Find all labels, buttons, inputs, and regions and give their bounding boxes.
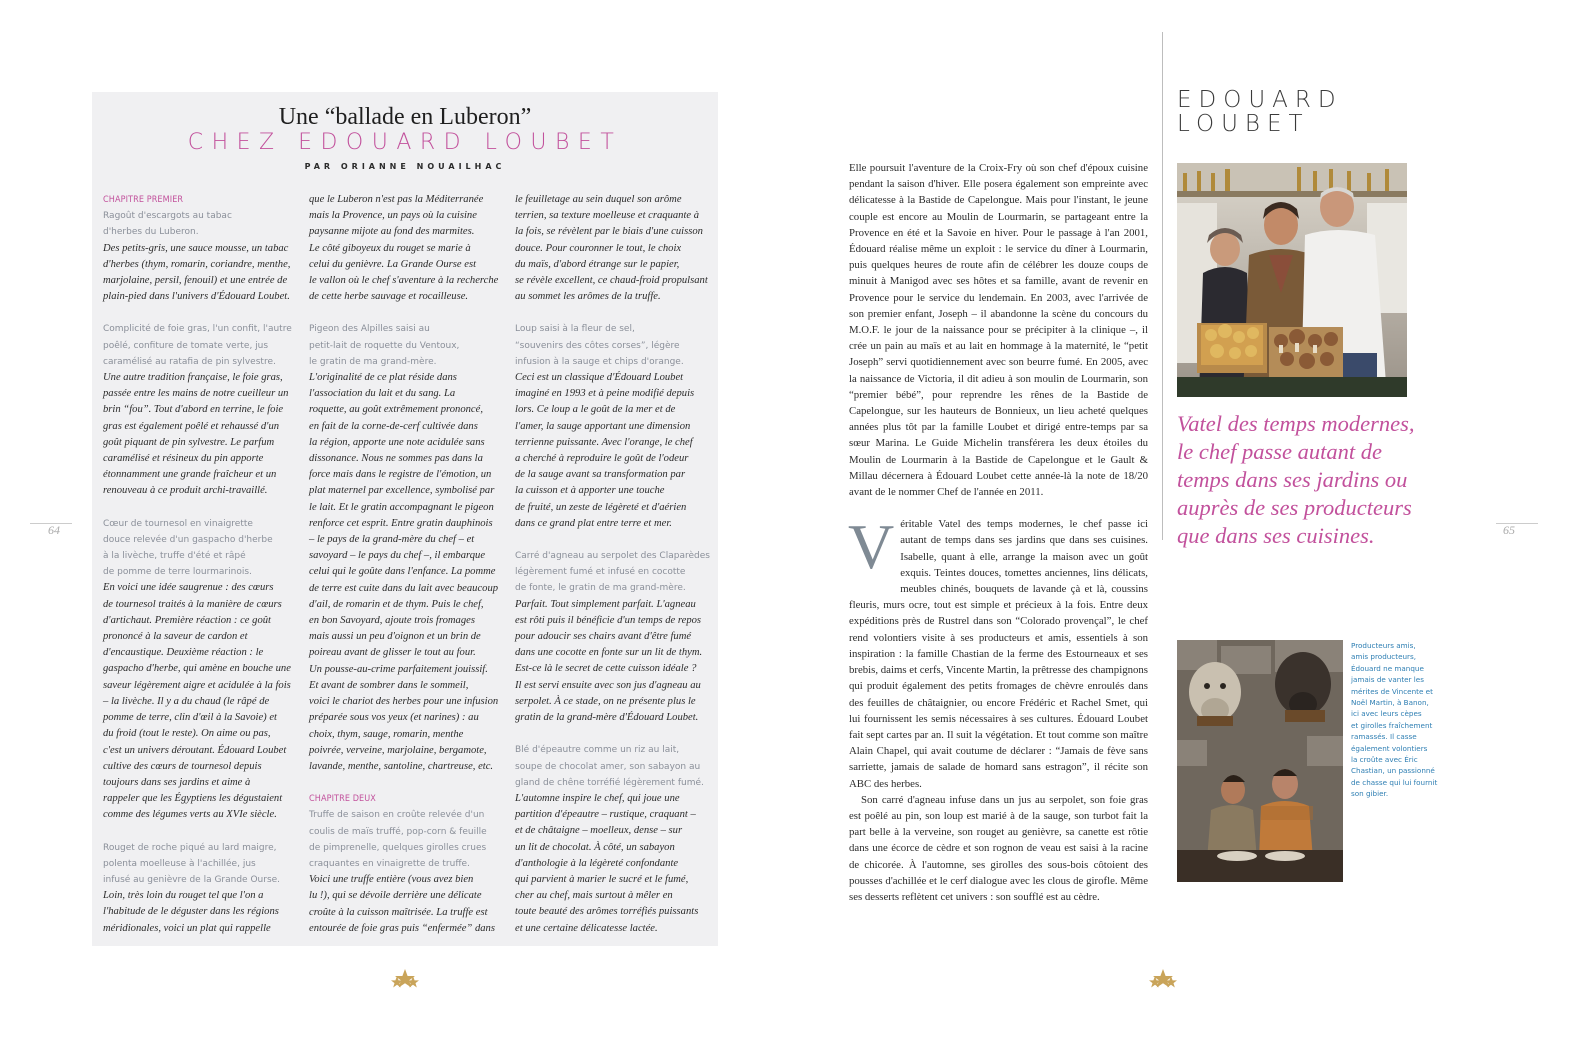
dish-name: Cœur de tournesol en vinaigrette douce relevée d'un gaspacho d'herbe à la livèche, truffe d'été et râpé de pomme de terre lourmarinois. [103,518,273,578]
chef-name-heading [1177,88,1377,136]
vertical-divider [1162,32,1163,540]
menu-column-2 [309,192,505,937]
dish-description: que le Luberon n'est pas la Méditerranée mais la Provence, un pays où la cuisine paysanne mijote au fond des marmites. Le côté giboyeux du rouget se marie à celui du genièvre. La Grande Ourse est le vallon où le chef s'aventure à la recherche de cette herbe sauvage et rocailleuse. [309,194,499,303]
dish-description: L'automne inspire le chef, qui joue une partition d'épeautre – rustique, craquant – et de châtaigne – moelleux, dense – sur un lit de chocolat. À côté, un sabayon d'anthologie à la légèreté confondante qui parvient à marier le sucré et le fumé, cher au chef, mais surtout à mêler en toute beauté des arômes torréfiés puissants et une certaine délicatesse lactée. [515,792,699,934]
body-paragraph-3: Son carré d'agneau infuse dans un jus au serpolet, son foie gras est poêlé au pin, son loup est marié à de la sauge, son turbot fait la part belle à la verveine, son rouget au genièvre, sa canette est rôtie dans une écorce de cèdre et son rognon de veau est saisi à la racine de chicorée. À l'automne, ses girolles des sous-bois côtoient des pousses d'achillée et le cerf dialogue avec les clous de girofle. Même ses desserts reflètent cet univers : son soufflé est au cèdre. [849,793,1148,903]
stars-ornament-right-icon [1148,968,1178,990]
body-paragraph-1: Elle poursuit l'aventure de la Croix-Fry où son chef d'époux cuisine pendant la saison d'hiver. Elle posera également son empreinte avec délicatesse à la Bastide de Capelongue. Mais pour l'instant, le jeune couple est encore au Moulin de Lourmarin, se partageant entre la Provence en été et la Savoie en hiver. Pour le passage à l'an 2001, Édouard réalise même un exploit : le service du dîner à Lourmarin, puis quelques heures de route afin de célébrer les douze coups de minuit à Manigod avec ses hôtes et sa famille, avant de revenir en Provence pour le service du lendemain. En 2003, avec l'arrivée de son premier enfant, Joseph – il abandonne la scène du concours du M.O.F. le jour de la naissance pour se précipiter à la clinique –, il crée un pain au maïs et au lait en hommage à la maternité, le “petit Joseph” servi quotidiennement avec son beurre fumé. En 2005, avec la naissance de Victoria, il dit adieu à son moulin de Lourmarin, son “premier bébé”, pour reprendre les rênes de la Bastide de Capelongue, sur les hauteurs de Bonnieux, un lieu acheté quelques années plus tôt par la famille Loubet et dirigé entre-temps par sa sœur Marina. Le Guide Michelin transférera les deux étoiles du Moulin de Lourmarin à la Bastide de Capelongue et le Gault & Millau décernera à Édouard Loubet cette année-là la note de 18/20 avant de le nommer Chef de l'année en 2011. [849,162,1148,499]
chef-hunting-lodge-photo [1177,640,1343,882]
stars-ornament-left-icon [390,968,420,990]
dish-description: Voici une truffe entière (vous avez bien lu !), qui se dévoile derrière une délicate croûte à la cuisson maîtrisée. La truffe est entourée de foie gras puis “enfermée” dans [309,874,495,934]
article-subtitle: CHEZ EDOUARD LOUBET [187,130,623,155]
photo-caption: Producteurs amis, amis producteurs, Édouard ne manque jamais de vanter les mérites de Vincente et Noël Martin, à Banon, ici avec leurs cèpes et girolles fraîchement ramassés. Il casse également volontiers la croûte avec Éric Chastian, un passionné de chasse qui lui fournit son gibier. [1351,641,1438,799]
chef-name-line-1: EDOUARD [1177,87,1343,113]
dish-name: Pigeon des Alpilles saisi au petit-lait de roquette du Ventoux, le gratin de ma grand-mère. [309,324,460,367]
menu-column-3 [515,192,711,937]
article-title: Une “ballade en Luberon” [278,104,532,130]
dish-name: Rouget de roche piqué au lard maigre, polenta moelleuse à l'achillée, jus infusé au genièvre de la Grande Ourse. [103,842,281,885]
dish-name: Truffe de saison en croûte relevée d'un coulis de maïs truffé, pop-corn & feuille de pimprenelle, quelques girolles crues craquantes en vinaigrette de truffe. [309,810,487,869]
dish-description: L'originalité de ce plat réside dans l'association du lait et du sang. La roquette, au goût extrêmement prononcé, en fait de la corne-de-cerf cultivée dans la région, apporte une note acidulée sans dissonance. Nous ne sommes pas dans la force mais dans le registre de l'émotion, un plat maternel par excellence, symbolisé par le lait. Et le gratin accompagnant le pigeon renforce cet esprit. Entre gratin dauphinois – le pays de la grand-mère du chef – et savoyard – le pays du chef –, il embarque celui qui le goûte dans l'enfance. La pomme de terre est cuite dans du lait avec beaucoup d'ail, de romarin et de thym. Puis le chef, en bon Savoyard, ajoute trois fromages mais aussi un peu d'oignon et un brin de poireau avant de glisser le tout au four. Un pousse-au-crime parfaitement jouissif. Et avant de sombrer dans le sommeil, voici le chariot des herbes pour une infusion préparée sous vos yeux (et narines) : au choix, thym, sauge, romarin, menthe poivrée, verveine, marjolaine, bergamote, lavande, menthe, santoline, chartreuse, etc. [309,372,499,772]
chef-with-producers-photo [1177,163,1407,397]
dish-name: Blé d'épeautre comme un riz au lait, soupe de chocolat amer, son sabayon au gland de chêne torréfié légèrement fumé. [515,745,704,788]
dish-description: En voici une idée saugrenue : des cœurs de tournesol traités à la manière de cœurs d'artichaut. Première réaction : ce goût prononcé à la saveur de cardon et d'encaustique. Deuxième réaction : le gaspacho d'herbe, qui amène en bouche une saveur légèrement aigre et acidulée à la fois – la livèche. Il y a du chaud (le râpé de pomme de terre, clin d'œil à la Savoie) et du froid (tout le reste). On aime ou pas, c'est un univers déroutant. Édouard Loubet cultive des cœurs de tournesol depuis toujours dans ses jardins et aime à rappeler que les Égyptiens les dégustaient comme des légumes verts au XVIe siècle. [103,582,291,821]
dish-name: Complicité de foie gras, l'un confit, l'autre poêlé, confiture de tomate verte, jus caramélisé au ratafia de pin sylvestre. [103,324,292,367]
chapter-heading: CHAPITRE DEUX [309,794,376,805]
article-body [849,160,1148,905]
drop-cap: V [848,511,895,583]
body-paragraph-2: éritable Vatel des temps modernes, le chef passe ici autant de temps dans ses jardins que dans ses cuisines. Isabelle, quant à elle, arrange la maison avec un goût exquis. Teintes douces, tomettes anciennes, lins délicats, meubles chinés, bouquets de lavande çà et là, coussins fleuris, murs ocre, tout est simple et précieux à la fois. Entre deux expéditions près de Rustrel dans son “Colorado provençal”, le chef rend volontiers visite à ses producteurs et amis, essentiels à son inspiration : la famille Chastian de la ferme des Estourneaux et ses brebis, daims et cerfs, Vincente Martin, la prêtresse des champignons qui produit également des petits fromages de chèvre enroulés dans des feuilles de châtaignier, ou encore Frédéric et Rachel Smet, qui lui fournissent les semis nécessaires à ses cultures. Édouard Loubet fait sept cartes par an. Il suit la végétation. Et tout comme son maître Alain Chapel, qui avait coutume de déclarer : “Jamais de fève sans sarriette, jamais de salade de homard sans estragon”, il récite son ABC des herbes. [849,518,1148,790]
byline: PAR ORIANNE NOUAILHAC [304,162,506,171]
pull-quote: Vatel des temps modernes, le chef passe autant de temps dans ses jardins ou auprès de ses producteurs que dans ses cuisines. [1177,411,1415,548]
dish-description: Loin, très loin du rouget tel que l'on a l'habitude de le déguster dans les régions méridionales, voici un plat qui rappelle [103,890,279,934]
dish-description: Ceci est un classique d'Édouard Loubet imaginé en 1993 et à peine modifié depuis lors. Ce loup a le goût de la mer et de l'amer, la sauge apportant une dimension terrienne puissante. Avec l'orange, le chef a cherché à reproduire le goût de l'odeur de la sauge avant sa transformation par la cuisson et à apporter une touche de fruité, un zeste de légèreté et d'aérien dans ce grand plat entre terre et mer. [515,372,695,529]
dish-description: Une autre tradition française, le foie gras, passée entre les mains de notre cueilleur un brin “fou”. Tout d'abord en terrine, le foie gras est également poêlé et rehaussé d'un goût piquant de pin sylvestre. Le parfum caramélisé et résineux du pin apporte étonnamment une grande fraîcheur et un renouveau à ce produit archi-travaillé. [103,372,289,497]
page-number-right: 65 [1503,523,1515,537]
menu-column-1 [103,192,299,937]
dish-name: Carré d'agneau au serpolet des Claparèdes légèrement fumé et infusé en cocotte de fonte, le gratin de ma grand-mère. [515,551,710,594]
dish-description: Des petits-gris, une sauce mousse, un tabac d'herbes (thym, romarin, coriandre, menthe, marjolaine, persil, fenouil) et une entrée de plain-pied dans l'univers d'Édouard Loubet. [103,242,291,303]
dish-name: Ragoût d'escargots au tabac d'herbes du Luberon. [103,211,232,238]
chapter-heading: CHAPITRE PREMIER [103,195,184,205]
page-number-left: 64 [48,523,60,537]
chef-name-line-2: LOUBET [1177,111,1310,137]
dish-description: Parfait. Tout simplement parfait. L'agneau est rôti puis il bénéficie d'un temps de repos pour adoucir ses chairs avant d'être fumé dans une cocotte en fonte sur un lit de thym. Est-ce là le secret de cette cuisson idéale ? Il est servi ensuite avec son jus d'agneau au serpolet. À ce stade, on ne présente plus le gratin de la grand-mère d'Édouard Loubet. [515,598,703,724]
dish-description: le feuilletage au sein duquel son arôme terrien, sa texture moelleuse et craquante à la fois, se révèlent par le biais d'une cuisson douce. Pour couronner le tout, le choix du maïs, d'abord étrange sur le papier, se révèle excellent, ce chaud-froid propulsant au sommet les arômes de la truffe. [515,194,708,303]
dish-name: Loup saisi à la fleur de sel, “souvenirs des côtes corses”, légère infusion à la sauge et chips d'orange. [515,324,684,367]
